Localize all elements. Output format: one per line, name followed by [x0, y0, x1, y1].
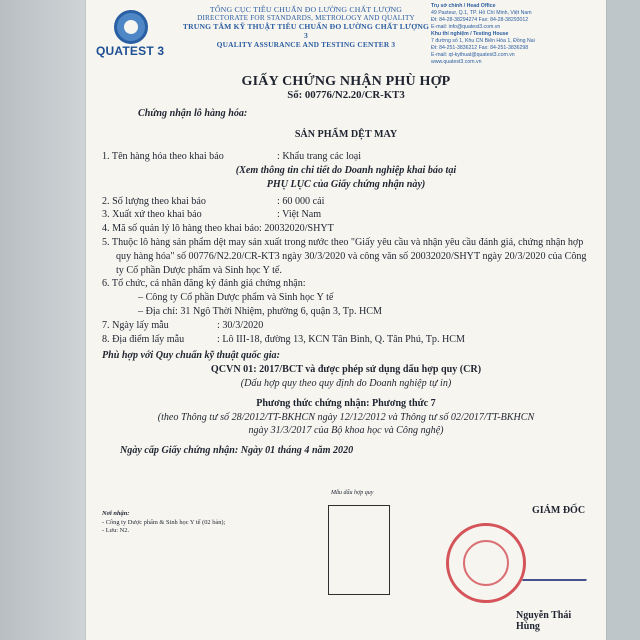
- item-7-value: : 30/3/2020: [217, 319, 264, 331]
- item-7: [102, 319, 590, 333]
- background-left: [0, 0, 86, 640]
- testing-house-tel: Đt: 84-251-3836212 Fax: 84-251-3836298: [431, 45, 529, 51]
- head-office-label: Trụ sở chính / Head Office: [431, 3, 496, 9]
- conformity-mark-box: [328, 490, 390, 595]
- official-seal: [446, 523, 526, 603]
- item-6-address: – Địa chỉ: 31 Ngô Thời Nhiệm, phường 6, quận 3, Tp. HCM: [138, 305, 382, 317]
- official-seal-inner: [463, 540, 509, 586]
- item-5: 5. Thuộc lô hàng sản phẩm dệt may sản xuất trong nước theo "Giấy yêu cầu và nhận yêu cầu đánh giá, chứng nhận hợp quy hàng hóa" số 00776/N2.20/CR-KT3 ngày 30/3/2020 và công văn số 20032020/SHYT ngày 20/3/2020 của Công ty Cổ phần Dược phẩm và Sinh học Y tế.: [102, 236, 587, 276]
- quatest-logo: [96, 10, 186, 62]
- item-1-note-2: PHỤ LỤC của Giấy chứng nhận này): [266, 178, 426, 190]
- certified-lot-label: Chứng nhận lô hàng hóa:: [138, 107, 248, 119]
- item-8-value: : Lô III-18, đường 13, KCN Tân Bình, Q. Tân Phú, Tp. HCM: [217, 333, 466, 345]
- brand-name: QUATEST 3: [96, 44, 165, 58]
- item-3-label: 3. Xuất xứ theo khai báo: [102, 209, 202, 221]
- signature: [522, 545, 598, 581]
- testing-house-label: Khu thí nghiệm / Testing House: [431, 31, 509, 37]
- org-line-1: TỔNG CỤC TIÊU CHUẨN ĐO LƯỜNG CHẤT LƯỢNG: [209, 5, 403, 14]
- item-8-label: 8. Địa điểm lấy mẫu: [102, 333, 185, 345]
- item-7-label: 7. Ngày lấy mẫu: [102, 319, 169, 331]
- item-1-label: 1. Tên hàng hóa theo khai báo: [102, 151, 224, 163]
- certificate-content: [102, 73, 590, 458]
- testing-house-address: 7 đường số 1, Khu CN Biên Hòa 1, Đồng Nai: [431, 38, 535, 44]
- item-2-value: : 60 000 cái: [277, 195, 325, 207]
- office-contact: [431, 3, 601, 66]
- item-1-note: (Xem thông tin chi tiết do Doanh nghiệp khai báo tại: [235, 164, 457, 176]
- item-2-label: 2. Số lượng theo khai báo: [102, 195, 206, 207]
- certificate-title: GIẤY CHỨNG NHẬN PHÙ HỢP: [241, 74, 451, 89]
- product-heading: SẢN PHẨM DỆT MAY: [294, 129, 398, 141]
- method-note-2: ngày 31/3/2017 của Bộ khoa học và Công nghệ): [248, 425, 444, 437]
- director-title: GIÁM ĐỐC: [532, 505, 586, 516]
- certificate-paper: [86, 0, 606, 640]
- head-office-address: 49 Pasteur, Q.1, TP. Hồ Chí Minh, Việt Nam: [431, 10, 532, 16]
- website: www.quatest3.com.vn: [431, 59, 482, 65]
- certificate-number: Số: 00776/N2.20/CR-KT3: [287, 88, 405, 101]
- certification-method: Phương thức chứng nhận: Phương thức 7: [256, 397, 436, 409]
- org-line-3: TRUNG TÂM KỸ THUẬT TIÊU CHUẨN ĐO LƯỜNG CHẤT LƯỢNG 3: [182, 22, 430, 40]
- organization-block: [181, 5, 431, 49]
- item-2: [102, 195, 590, 209]
- item-1: [102, 150, 590, 164]
- item-1-value: : Khẩu trang các loại: [277, 151, 362, 163]
- item-3: [102, 208, 590, 222]
- item-4: 4. Mã số quản lý lô hàng theo khai báo: 20032020/SHYT: [102, 223, 334, 235]
- head-office-tel: Đt: 84-28-38294274 Fax: 84-28-38293012: [431, 17, 529, 23]
- recipients: [102, 510, 312, 536]
- header: [86, 0, 606, 70]
- head-office-email: E-mail: info@quatest3.com.vn: [431, 24, 501, 30]
- recipient-2: - Lưu: N2.: [102, 527, 130, 534]
- conformity-label: Phù hợp với Quy chuẩn kỹ thuật quốc gia:: [102, 350, 280, 362]
- item-6: 6. Tổ chức, cá nhân đăng ký đánh giá chứng nhận:: [102, 278, 306, 290]
- item-3-value: : Việt Nam: [277, 209, 322, 221]
- signer-name: Nguyễn Thái Hùng: [516, 610, 572, 632]
- conformity-note: (Dấu hợp quy theo quy định do Doanh nghiệp tự in): [240, 377, 452, 389]
- issue-date: Ngày cấp Giấy chứng nhận: Ngày 01 tháng 4 năm 2020: [120, 445, 354, 457]
- item-6-org: – Công ty Cổ phần Dược phẩm và Sinh học Y tế: [138, 292, 334, 304]
- conformity-value: QCVN 01: 2017/BCT và được phép sử dụng dấu hợp quy (CR): [210, 364, 482, 376]
- method-note-1: (theo Thông tư số 28/2012/TT-BKHCN ngày 12/12/2012 và Thông tư số 02/2017/TT-BKHCN: [157, 411, 535, 423]
- quatest-logo-icon: [114, 10, 148, 44]
- signature-block: [446, 505, 596, 632]
- recipient-1: - Công ty Dược phẩm & Sinh học Y tế (02 bản);: [102, 518, 226, 526]
- testing-house-email: E-mail: qt-kythuat@quatest3.com.vn: [431, 52, 515, 58]
- recipients-label: Nơi nhận:: [102, 510, 130, 517]
- item-8: [102, 333, 590, 347]
- conformity-mark-label: Mẫu dấu hợp quy: [331, 490, 374, 496]
- org-line-2: DIRECTORATE FOR STANDARDS, METROLOGY AND QUALITY: [197, 14, 415, 22]
- org-line-4: QUALITY ASSURANCE AND TESTING CENTER 3: [216, 40, 396, 49]
